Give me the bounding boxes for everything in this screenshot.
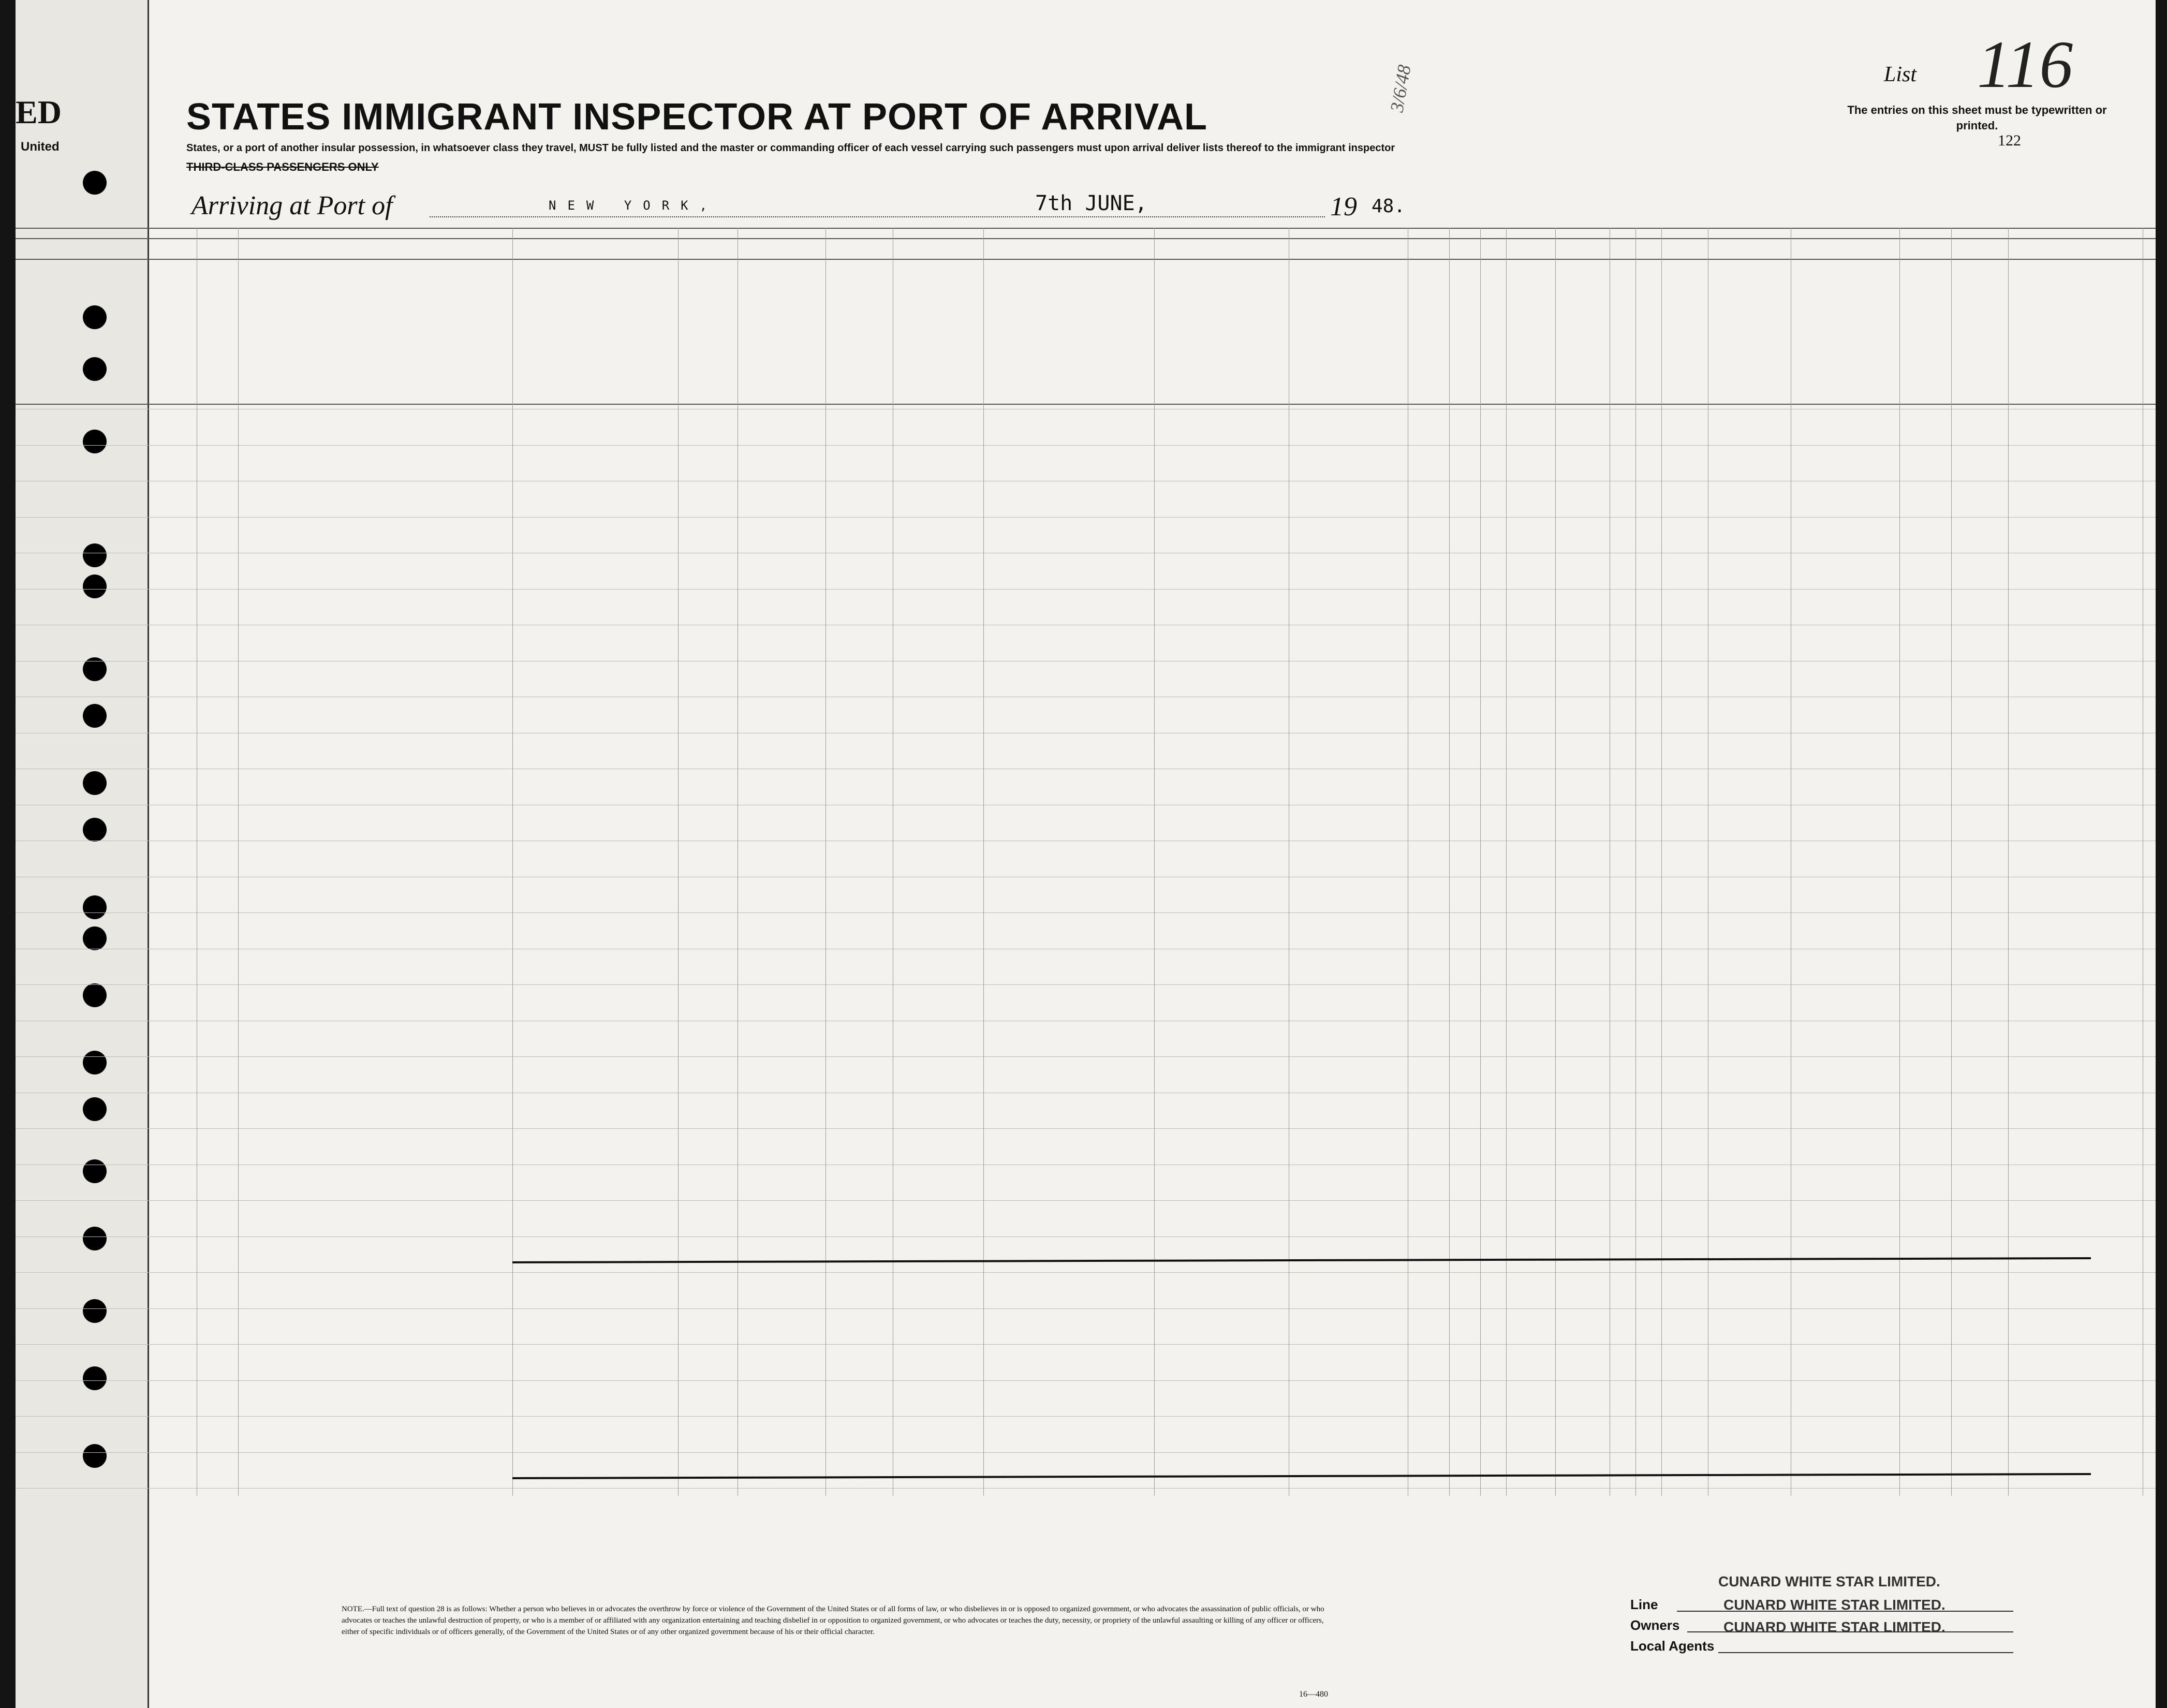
strikethrough-line <box>512 1473 2091 1479</box>
arrival-year-suffix: 48. <box>1372 196 1406 217</box>
punch-hole <box>83 357 107 381</box>
column-rule <box>512 228 513 1496</box>
row-rule <box>16 445 2156 446</box>
owners-label: Owners <box>1630 1617 1680 1633</box>
arrival-date: 7th JUNE, <box>1035 192 1147 215</box>
row-rule <box>16 517 2156 518</box>
agents-stamp: CUNARD WHITE STAR LIMITED. <box>1723 1619 1945 1635</box>
row-rule <box>16 1272 2156 1273</box>
row-rule <box>16 984 2156 985</box>
column-rule <box>1635 228 1636 1496</box>
column-rule <box>238 228 239 1496</box>
header-rule <box>16 404 2156 405</box>
row-rule <box>16 1452 2156 1453</box>
column-rule <box>678 228 679 1496</box>
local-agents-label: Local Agents <box>1630 1638 1715 1654</box>
row-rule <box>16 1128 2156 1129</box>
footnote: NOTE.—Full text of question 28 is as follows: Whether a person who believes in or advocates the overthrow by force or violence of the Government of the United States or of all forms of law, or who disbelieves in or is opposed to organized government, or who advocates the assassination of public officials, or who advocates or teaches the unlawful destruction of property, or who is a member of or affiliated with any organization entertaining and teaching disbelief in or opposition to organized government, or who advocates or teaches the duty, necessity, or propriety of the unlawful assaulting or killing of any officer or officers, either of specific individuals or of officers generally, of the Government of the United States or of any other organized government because of his or their official character. <box>342 1605 1324 1636</box>
column-rule <box>1449 228 1450 1496</box>
row-rule <box>16 1416 2156 1417</box>
typewriter-note: The entries on this sheet must be typewritten or printed. <box>1847 104 2107 132</box>
row-rule <box>16 1236 2156 1237</box>
column-rule <box>1154 228 1155 1496</box>
sheet-number: 122 <box>1998 132 2021 149</box>
row-rule <box>16 1308 2156 1309</box>
punch-hole <box>83 895 107 919</box>
punch-hole <box>83 543 107 567</box>
column-rule <box>1480 228 1481 1496</box>
punch-hole <box>83 926 107 950</box>
stub-subtext: United <box>21 140 60 154</box>
line-label: Line <box>1630 1597 1658 1612</box>
arriving-line <box>430 216 1325 217</box>
page-title: STATES IMMIGRANT INSPECTOR AT PORT OF ARRIVAL <box>186 96 1207 138</box>
column-rule <box>1555 228 1556 1496</box>
punch-hole <box>83 704 107 728</box>
punch-hole <box>83 771 107 795</box>
punch-hole <box>83 1444 107 1468</box>
header-rule <box>16 238 2156 239</box>
column-rule <box>1661 228 1662 1496</box>
punch-hole <box>83 1227 107 1250</box>
column-rule <box>1506 228 1507 1496</box>
header-rule <box>16 228 2156 229</box>
punch-hole <box>83 1299 107 1323</box>
date-stamp: 3/6/48 <box>1386 63 1415 114</box>
row-rule <box>16 1488 2156 1489</box>
row-rule <box>16 1380 2156 1381</box>
punch-hole <box>83 171 107 195</box>
column-rule <box>983 228 984 1496</box>
punch-hole <box>83 430 107 453</box>
column-rule <box>2008 228 2009 1496</box>
list-number: 116 <box>1977 27 2073 102</box>
punch-hole <box>83 1159 107 1183</box>
punch-hole <box>83 305 107 329</box>
stub-heading: ED <box>16 94 62 130</box>
form-code: 16—480 <box>1299 1690 1328 1699</box>
punch-hole <box>83 983 107 1007</box>
row-rule <box>16 912 2156 913</box>
punch-hole <box>83 1097 107 1121</box>
column-rule <box>1951 228 1952 1496</box>
punch-hole <box>83 575 107 598</box>
line-stamp: CUNARD WHITE STAR LIMITED. <box>1718 1573 1940 1589</box>
row-rule <box>16 1344 2156 1345</box>
passenger-class: THIRD-CLASS PASSENGERS ONLY <box>186 160 379 173</box>
column-rule <box>825 228 826 1496</box>
manifest-sheet <box>16 0 2156 1708</box>
arrival-port: NEW YORK, <box>549 198 719 213</box>
arrival-year-prefix: 19 <box>1330 192 1357 222</box>
punch-hole <box>83 1366 107 1390</box>
row-rule <box>16 589 2156 590</box>
row-rule <box>16 1056 2156 1057</box>
strikethrough-line <box>512 1257 2091 1263</box>
row-rule <box>16 1200 2156 1201</box>
instruction-text: States, or a port of another insular possession, in whatsoever class they travel, MUST be fully listed and the master or commanding officer of each vessel carrying such passengers must upon arrival deliver lists thereof to the immigrant inspector <box>186 142 1395 154</box>
owners-stamp: CUNARD WHITE STAR LIMITED. <box>1723 1597 1945 1613</box>
header-rule <box>16 259 2156 260</box>
arriving-label: Arriving at Port of <box>191 191 393 220</box>
punch-hole <box>83 818 107 842</box>
punch-hole <box>83 1051 107 1074</box>
column-rule <box>1899 228 1900 1496</box>
list-label: List <box>1884 63 1917 86</box>
agents-rule <box>1718 1652 2013 1653</box>
